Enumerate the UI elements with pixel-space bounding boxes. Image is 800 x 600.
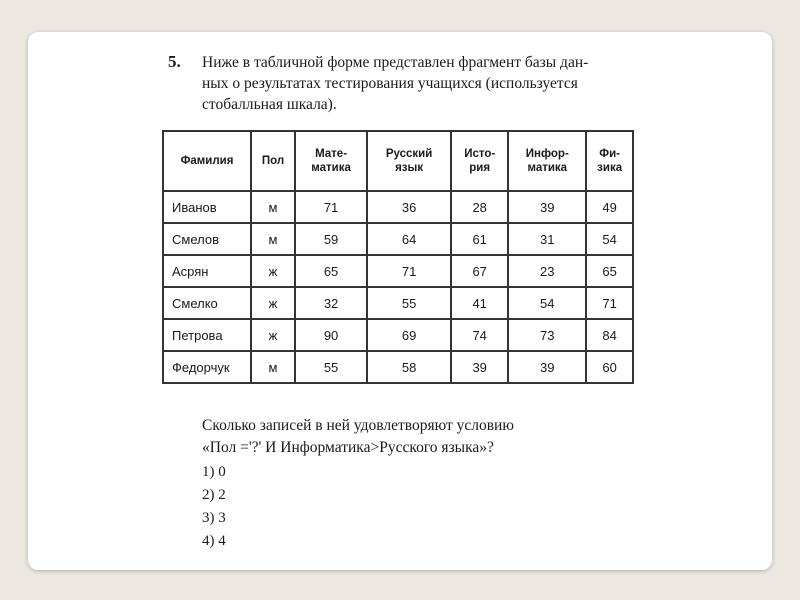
cell-gender: м bbox=[251, 351, 295, 383]
cell-history: 74 bbox=[451, 319, 508, 351]
header-gender: Пол bbox=[251, 131, 295, 191]
table-row bbox=[163, 255, 633, 287]
cell-physics: 49 bbox=[586, 191, 633, 223]
cell-russian: 55 bbox=[367, 287, 451, 319]
table-row bbox=[163, 287, 633, 319]
answer-option: 4) 4 bbox=[202, 533, 226, 549]
question-line: Ниже в табличной форме представлен фрагмент базы дан- bbox=[202, 54, 589, 71]
cell-surname: Смелов bbox=[163, 223, 251, 255]
cell-physics: 71 bbox=[586, 287, 633, 319]
table-row bbox=[163, 319, 633, 351]
question-number: 5. bbox=[168, 52, 181, 71]
cell-gender: ж bbox=[251, 287, 295, 319]
condition-text bbox=[202, 415, 672, 459]
cell-history: 67 bbox=[451, 255, 508, 287]
header-math: Мате- матика bbox=[295, 131, 367, 191]
cell-gender: м bbox=[251, 191, 295, 223]
cell-history: 28 bbox=[451, 191, 508, 223]
cell-informatics: 31 bbox=[508, 223, 586, 255]
cell-informatics: 39 bbox=[508, 191, 586, 223]
results-table bbox=[162, 130, 634, 384]
cell-russian: 36 bbox=[367, 191, 451, 223]
cell-russian: 71 bbox=[367, 255, 451, 287]
condition-line: Сколько записей в ней удовлетворяют условию bbox=[202, 417, 514, 434]
cell-russian: 69 bbox=[367, 319, 451, 351]
answer-option: 1) 0 bbox=[202, 464, 226, 480]
cell-gender: ж bbox=[251, 319, 295, 351]
header-history: Исто- рия bbox=[451, 131, 508, 191]
cell-math: 65 bbox=[295, 255, 367, 287]
cell-informatics: 54 bbox=[508, 287, 586, 319]
cell-physics: 84 bbox=[586, 319, 633, 351]
cell-history: 61 bbox=[451, 223, 508, 255]
cell-surname: Иванов bbox=[163, 191, 251, 223]
condition-line: «Пол ='?' И Информатика>Русского языка»? bbox=[202, 439, 494, 456]
cell-informatics: 39 bbox=[508, 351, 586, 383]
answer-option: 2) 2 bbox=[202, 487, 226, 503]
cell-math: 71 bbox=[295, 191, 367, 223]
cell-physics: 65 bbox=[586, 255, 633, 287]
answer-option: 3) 3 bbox=[202, 510, 226, 526]
cell-math: 55 bbox=[295, 351, 367, 383]
cell-physics: 60 bbox=[586, 351, 633, 383]
question-line: стобалльная шкала). bbox=[202, 96, 337, 113]
cell-informatics: 73 bbox=[508, 319, 586, 351]
cell-russian: 58 bbox=[367, 351, 451, 383]
cell-math: 59 bbox=[295, 223, 367, 255]
header-informatics: Инфор- матика bbox=[508, 131, 586, 191]
cell-gender: м bbox=[251, 223, 295, 255]
cell-surname: Петрова bbox=[163, 319, 251, 351]
question-text bbox=[202, 52, 662, 115]
question-line: ных о результатах тестирования учащихся (используется bbox=[202, 75, 578, 92]
header-physics: Фи- зика bbox=[586, 131, 633, 191]
cell-surname: Федорчук bbox=[163, 351, 251, 383]
table-row bbox=[163, 351, 633, 383]
cell-math: 90 bbox=[295, 319, 367, 351]
answer-options bbox=[202, 461, 226, 553]
cell-surname: Смелко bbox=[163, 287, 251, 319]
cell-physics: 54 bbox=[586, 223, 633, 255]
scanned-page bbox=[168, 40, 668, 570]
cell-history: 41 bbox=[451, 287, 508, 319]
table-row bbox=[163, 191, 633, 223]
cell-informatics: 23 bbox=[508, 255, 586, 287]
cell-math: 32 bbox=[295, 287, 367, 319]
header-russian: Русский язык bbox=[367, 131, 451, 191]
cell-russian: 64 bbox=[367, 223, 451, 255]
header-surname: Фамилия bbox=[163, 131, 251, 191]
cell-history: 39 bbox=[451, 351, 508, 383]
cell-surname: Асрян bbox=[163, 255, 251, 287]
slide-frame bbox=[28, 32, 772, 570]
table-row bbox=[163, 223, 633, 255]
table-header-row bbox=[163, 131, 633, 191]
cell-gender: ж bbox=[251, 255, 295, 287]
